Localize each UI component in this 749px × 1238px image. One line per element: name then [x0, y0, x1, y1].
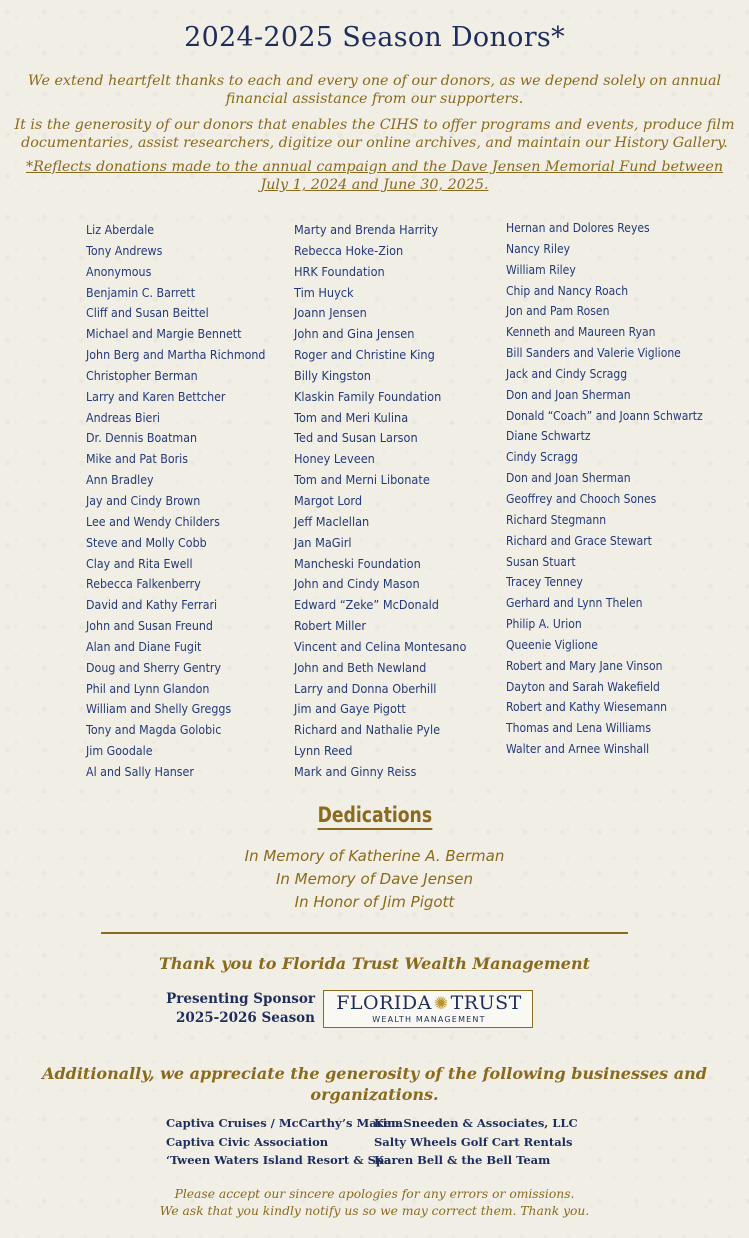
donor-name: Tom and Meri Kulina — [294, 409, 409, 425]
logo-subtitle: WEALTH MANAGEMENT — [372, 1015, 486, 1024]
sponsor-thanks: Thank you to Florida Trust Wealth Management — [159, 954, 590, 973]
intro-thanks-paragraph: We extend heartfelt thanks to each and every one of our donors, as we depend solely on annual financial assistance from our supporters. — [27, 73, 722, 107]
donor-name: William and Shelly Greggs — [86, 701, 232, 717]
donor-name: Ann Bradley — [86, 472, 154, 488]
donor-name: Donald “Coach” and Joann Schwartz — [506, 407, 703, 423]
donor-name: Dayton and Sarah Wakefield — [506, 678, 660, 694]
donor-name: Anonymous — [86, 263, 152, 279]
business-name: Salty Wheels Golf Cart Rentals — [374, 1134, 573, 1149]
donor-name: Lee and Wendy Childers — [86, 513, 220, 529]
donor-name: Kenneth and Maureen Ryan — [506, 324, 656, 340]
donor-name: Doug and Sherry Gentry — [86, 659, 222, 675]
donor-name: Jon and Pam Rosen — [506, 303, 610, 319]
donor-name: Steve and Molly Cobb — [86, 534, 207, 550]
footer-request: We ask that you kindly notify us so we may correct them. Thank you. — [159, 1204, 590, 1218]
donor-name: Rebecca Falkenberry — [86, 576, 201, 592]
donor-name: Hernan and Dolores Reyes — [506, 220, 650, 235]
donor-name: HRK Foundation — [294, 263, 385, 279]
dedication-item: In Honor of Jim Pigott — [294, 893, 455, 911]
donor-name: William Riley — [506, 261, 576, 277]
donor-name: Larry and Donna Oberhill — [294, 680, 437, 696]
business-column-1 — [166, 1114, 403, 1170]
donor-name: Nancy Riley — [506, 240, 571, 256]
donor-name: Richard Stegmann — [506, 511, 607, 527]
donor-name: Don and Joan Sherman — [506, 470, 631, 486]
donor-name: Robert and Mary Jane Vinson — [506, 657, 663, 673]
donor-name: Mark and Ginny Reiss — [294, 763, 417, 779]
donor-name: Jim Goodale — [86, 743, 153, 759]
dedication-item: In Memory of Dave Jensen — [275, 870, 474, 888]
donor-name: Jim and Gaye Pigott — [294, 701, 406, 717]
donor-name: Ted and Susan Larson — [294, 430, 418, 446]
donor-name: John and Gina Jensen — [294, 326, 415, 342]
donor-name: Jack and Cindy Scragg — [506, 365, 628, 381]
business-name: Ken Sneeden & Associates, LLC — [374, 1116, 578, 1130]
donor-name: John and Cindy Mason — [294, 576, 420, 592]
donor-name: Thomas and Lena Williams — [506, 720, 651, 736]
business-name: Captiva Civic Association — [166, 1134, 329, 1149]
donor-name: Tim Huyck — [294, 284, 354, 300]
dedication-item: In Memory of Katherine A. Berman — [244, 847, 505, 865]
donor-name: Geoffrey and Chooch Sones — [506, 490, 657, 506]
donor-name: Tony Andrews — [86, 242, 163, 258]
donor-name: Cindy Scragg — [506, 449, 578, 465]
intro-footnote: *Reflects donations made to the annual campaign and the Dave Jensen Memorial Fund between July 1, 2024 and June 30, 2025. — [25, 159, 724, 193]
dedications-heading-wrap — [0, 803, 749, 830]
footer-apology: Please accept our sincere apologies for any errors or omissions. — [174, 1187, 575, 1201]
dedications-list — [0, 845, 749, 914]
donor-name: Gerhard and Lynn Thelen — [506, 595, 643, 611]
donor-name: Dr. Dennis Boatman — [86, 430, 198, 446]
donor-column-2 — [294, 220, 466, 783]
donor-name: Susan Stuart — [506, 553, 576, 569]
donor-name: Richard and Grace Stewart — [506, 532, 652, 548]
donor-name: Liz Aberdale — [86, 222, 155, 237]
donor-name: Marty and Brenda Harrity — [294, 222, 439, 237]
donor-name: Walter and Arnee Winshall — [506, 741, 650, 757]
donor-name: John Berg and Martha Richmond — [86, 347, 266, 363]
intro-generosity-paragraph: It is the generosity of our donors that enables the CIHS to offer programs and events, produce film documentaries, assist researchers, digitize our online archives, and maintain our History Gallery. — [14, 117, 735, 151]
donor-name: Bill Sanders and Valerie Viglione — [506, 345, 681, 361]
donor-name: Philip A. Urion — [506, 616, 582, 632]
donor-name: Klaskin Family Foundation — [294, 388, 442, 404]
donor-name: Alan and Diane Fugit — [86, 638, 202, 654]
donor-name: Tracey Tenney — [506, 574, 583, 590]
donor-name: Rebecca Hoke-Zion — [294, 242, 404, 258]
donor-name: Phil and Lynn Glandon — [86, 680, 210, 696]
dedications-heading: Dedications — [317, 803, 432, 830]
donor-name: Margot Lord — [294, 492, 363, 508]
donor-name: Vincent and Celina Montesano — [294, 638, 467, 654]
additional-heading: Additionally, we appreciate the generosity of the following businesses and organizations. — [42, 1064, 707, 1104]
donor-name: Jeff Maclellan — [294, 513, 370, 529]
donor-name: Mike and Pat Boris — [86, 451, 189, 467]
presenting-sponsor-line: Presenting Sponsor — [166, 991, 315, 1007]
donor-name: Robert and Kathy Wiesemann — [506, 699, 668, 715]
donor-name: Honey Leveen — [294, 451, 375, 467]
donor-name: Al and Sally Hanser — [86, 763, 194, 779]
sand-dollar-icon: ✺ — [433, 994, 449, 1014]
donor-column-1 — [86, 220, 265, 783]
donor-name: Edward “Zeke” McDonald — [294, 597, 439, 613]
donor-name: Diane Schwartz — [506, 428, 591, 444]
donor-name: Tom and Merni Libonate — [294, 472, 430, 488]
logo-word-trust: TRUST — [450, 992, 522, 1014]
footer-note — [0, 1186, 749, 1220]
donor-name: John and Beth Newland — [294, 659, 427, 675]
donor-name: Billy Kingston — [294, 367, 371, 383]
donor-name: Chip and Nancy Roach — [506, 282, 629, 298]
sponsor-season-line: 2025-2026 Season — [176, 1010, 315, 1026]
donor-name: John and Susan Freund — [86, 618, 213, 634]
donor-name: Clay and Rita Ewell — [86, 555, 193, 571]
donor-name: Michael and Margie Bennett — [86, 326, 242, 342]
donor-column-3 — [506, 218, 703, 760]
donor-name: Lynn Reed — [294, 743, 353, 759]
donor-name: Andreas Bieri — [86, 409, 161, 425]
page-title: 2024-2025 Season Donors* — [184, 22, 565, 53]
donor-name: David and Kathy Ferrari — [86, 597, 218, 613]
donor-name: Cliff and Susan Beittel — [86, 305, 209, 321]
presenting-sponsor-label — [150, 990, 315, 1028]
donor-name: Jay and Cindy Brown — [86, 492, 201, 508]
donor-name: Queenie Viglione — [506, 636, 598, 652]
donor-name: Don and Joan Sherman — [506, 386, 631, 402]
donor-name: Larry and Karen Bettcher — [86, 388, 226, 404]
donor-name: Benjamin C. Barrett — [86, 284, 196, 300]
logo-word-florida: FLORIDA — [336, 992, 432, 1014]
donor-name: Robert Miller — [294, 618, 367, 634]
donor-name: Tony and Magda Golobic — [86, 722, 222, 738]
donor-name: Mancheski Foundation — [294, 555, 421, 571]
donor-name: Christopher Berman — [86, 367, 198, 383]
section-divider — [101, 932, 628, 934]
florida-trust-logo — [323, 990, 533, 1028]
business-name: Captiva Cruises / McCarthy’s Marina — [166, 1116, 403, 1130]
donor-name: Joann Jensen — [294, 305, 367, 321]
donor-name: Richard and Nathalie Pyle — [294, 722, 441, 738]
donor-name: Jan MaGirl — [294, 534, 352, 550]
business-name: Karen Bell & the Bell Team — [374, 1153, 551, 1167]
business-column-2 — [374, 1114, 578, 1170]
business-name: ‘Tween Waters Island Resort & Spa — [166, 1153, 392, 1167]
donor-name: Roger and Christine King — [294, 347, 435, 363]
